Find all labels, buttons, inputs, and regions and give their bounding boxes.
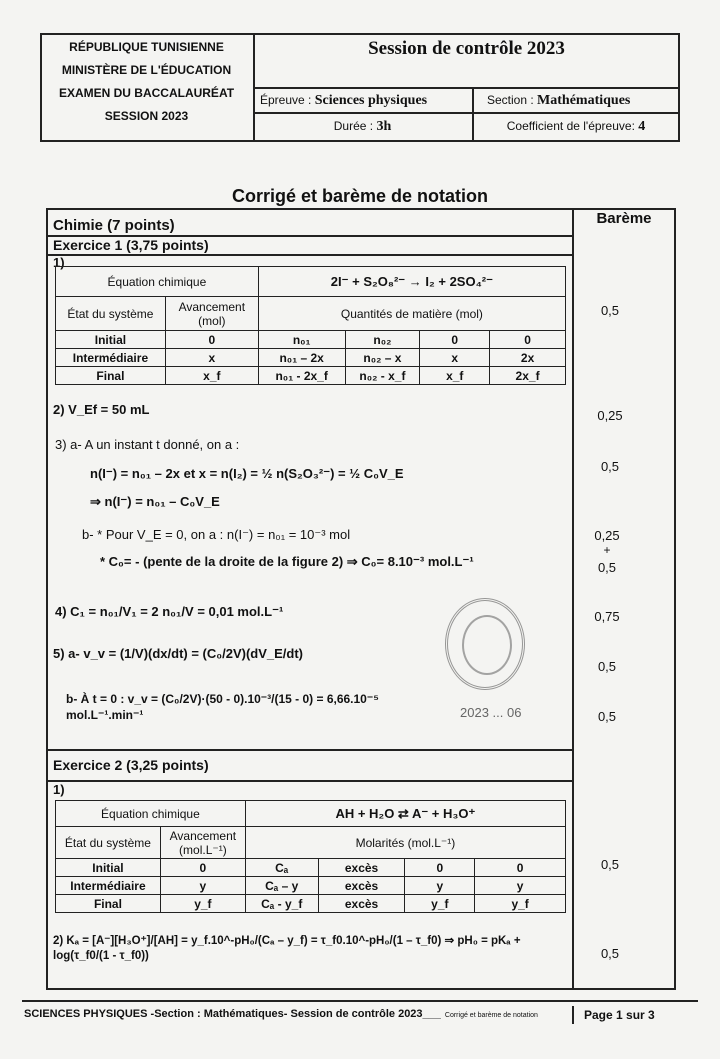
ex1-q3a-line2: ⇒ n(I⁻) = n₀₁ – C₀V_E <box>90 494 220 509</box>
divider <box>46 749 572 751</box>
duree-label: Durée : <box>333 119 374 133</box>
table-row <box>56 877 566 895</box>
section-value: Mathématiques <box>537 93 631 108</box>
header-republic: RÉPUBLIQUE TUNISIENNE <box>69 40 224 54</box>
divider <box>572 1006 574 1024</box>
mark: 0,5 <box>597 709 617 724</box>
epreuve-label: Épreuve : <box>260 93 312 107</box>
divider <box>253 112 680 114</box>
mark: 0,5 <box>597 560 617 575</box>
cell: Intermédiaire <box>56 877 161 895</box>
cell: n₀₁ – 2x <box>258 349 345 367</box>
cell: y_f <box>160 895 245 913</box>
cell: Final <box>56 367 166 385</box>
ex1-q4: 4) C₁ = n₀₁/V₁ = 2 n₀₁/V = 0,01 mol.L⁻¹ <box>55 604 284 619</box>
exercise2-heading: Exercice 2 (3,25 points) <box>53 757 209 773</box>
cell: y <box>160 877 245 895</box>
page-number: Page 1 sur 3 <box>584 1008 655 1022</box>
epreuve-value: Sciences physiques <box>314 93 428 108</box>
mark: 0,5 <box>600 857 620 872</box>
equation: 2I⁻ + S₂O₈²⁻ → I₂ + 2SO₄²⁻ <box>258 267 565 297</box>
cell: Initial <box>56 859 161 877</box>
coef-label: Coefficient de l'épreuve: <box>506 119 635 133</box>
epreuve <box>260 93 427 109</box>
table-row <box>56 349 566 367</box>
cell: n₀₂ – x <box>345 349 420 367</box>
cell: x <box>165 349 258 367</box>
cell: y <box>475 877 566 895</box>
chimie-heading: Chimie (7 points) <box>53 217 175 234</box>
divider <box>46 780 572 782</box>
session-title: Session de contrôle 2023 <box>368 38 565 59</box>
cell: 0 <box>475 859 566 877</box>
cell: x <box>420 349 490 367</box>
mark-plus: + <box>603 543 611 557</box>
cell: 0 <box>420 331 490 349</box>
etat-header: État du système <box>56 827 161 859</box>
cell: excès <box>318 877 405 895</box>
table-row <box>56 331 566 349</box>
ex1-progress-table <box>55 266 566 385</box>
ex1-q5a: 5) a- v_v = (1/V)(dx/dt) = (C₀/2V)(dV_E/dt) <box>53 646 304 661</box>
header-exam: EXAMEN DU BACCALAURÉAT <box>58 86 235 100</box>
page-title: Corrigé et barème de notation <box>231 186 489 206</box>
equation: AH + H₂O ⇄ A⁻ + H₃O⁺ <box>245 801 565 827</box>
exercise1-heading: Exercice 1 (3,75 points) <box>53 237 209 253</box>
cell: Intermédiaire <box>56 349 166 367</box>
cell: 0 <box>490 331 566 349</box>
ex2-q2: 2) Kₐ = [A⁻][H₃O⁺]/[AH] = y_f.10^-pH₀/(Cₐ – y_f) = τ_f0.10^-pH₀/(1 – τ_f0) ⇒ pH₀ = pKₐ + log(τ_f0/(1 - τ_f0)) <box>53 935 521 962</box>
eq-label: Équation chimique <box>56 267 259 297</box>
ex1-q1-label: 1) <box>53 255 65 270</box>
cell: n₀₂ - x_f <box>345 367 420 385</box>
section <box>487 93 630 109</box>
cell: excès <box>318 895 405 913</box>
table-row <box>56 859 566 877</box>
cell: 2x_f <box>490 367 566 385</box>
cell: x_f <box>420 367 490 385</box>
duree-value: 3h <box>376 119 392 134</box>
cell: Final <box>56 895 161 913</box>
cell: Cₐ – y <box>245 877 318 895</box>
cell: 0 <box>165 331 258 349</box>
ex1-q3a: 3) a- A un instant t donné, on a : <box>55 437 240 452</box>
mark: 0,5 <box>600 459 620 474</box>
duree <box>253 119 472 135</box>
cell: y_f <box>475 895 566 913</box>
molarites-header: Molarités (mol.L⁻¹) <box>245 827 565 859</box>
ex1-q3a-line1: n(I⁻) = n₀₁ – 2x et x = n(I₂) = ½ n(S₂O₃²⁻) = ½ C₀V_E <box>90 466 404 481</box>
stamp-date: 2023 ... 06 <box>460 705 522 720</box>
coef-value: 4 <box>638 119 646 134</box>
cell: 0 <box>405 859 475 877</box>
eq-label: Équation chimique <box>56 801 246 827</box>
ex1-q3b-line1: b- * Pour V_E = 0, on a : n(I⁻) = n₀₁ = 10⁻³ mol <box>82 527 351 542</box>
cell: Initial <box>56 331 166 349</box>
cell: 0 <box>160 859 245 877</box>
ex1-q2: 2) V_Ef = 50 mL <box>53 402 150 417</box>
cell: Cₐ <box>245 859 318 877</box>
cell: y_f <box>405 895 475 913</box>
footer-small: Corrigé et barème de notation <box>444 1012 538 1019</box>
coefficient <box>472 119 680 135</box>
cell: n₀₁ - 2x_f <box>258 367 345 385</box>
divider <box>46 254 572 256</box>
divider <box>253 87 680 89</box>
table-row <box>56 367 566 385</box>
cell: Cₐ - y_f <box>245 895 318 913</box>
section-label: Section : <box>487 93 534 107</box>
mark: 0,25 <box>594 528 620 543</box>
mark: 0,5 <box>600 946 620 961</box>
footer-left <box>24 1008 568 1020</box>
ex1-q5b: b- À t = 0 : v_v = (C₀/2V)·(50 - 0).10⁻³/(15 - 0) = 6,66.10⁻⁵ mol.L⁻¹.min⁻¹ <box>66 692 379 722</box>
ex1-q3b-line2: * C₀= - (pente de la droite de la figure 2) ⇒ C₀= 8.10⁻³ mol.L⁻¹ <box>100 554 474 569</box>
etat-header: État du système <box>56 297 166 331</box>
mark: 0,25 <box>597 408 623 423</box>
cell: n₀₁ <box>258 331 345 349</box>
ex2-progress-table <box>55 800 566 913</box>
avancement-header: Avancement (mol) <box>165 297 258 331</box>
cell: n₀₂ <box>345 331 420 349</box>
avancement-header: Avancement (mol.L⁻¹) <box>160 827 245 859</box>
cell: y <box>405 877 475 895</box>
bareme-divider <box>572 208 574 990</box>
quantites-header: Quantités de matière (mol) <box>258 297 565 331</box>
footer-rule <box>22 1000 698 1002</box>
footer-text: SCIENCES PHYSIQUES -Section : Mathématiques- Session de contrôle 2023___ <box>24 1008 441 1020</box>
header-session: SESSION 2023 <box>104 109 189 123</box>
cell: x_f <box>165 367 258 385</box>
cell: excès <box>318 859 405 877</box>
header-ministry: MINISTÈRE DE L'ÉDUCATION <box>61 63 232 77</box>
bareme-header: Barème <box>596 210 652 227</box>
mark: 0,5 <box>600 303 620 318</box>
ex2-q1-label: 1) <box>53 782 65 797</box>
mark: 0,5 <box>597 659 617 674</box>
mark: 0,75 <box>594 609 620 624</box>
official-stamp <box>445 598 525 690</box>
table-row <box>56 895 566 913</box>
cell: 2x <box>490 349 566 367</box>
